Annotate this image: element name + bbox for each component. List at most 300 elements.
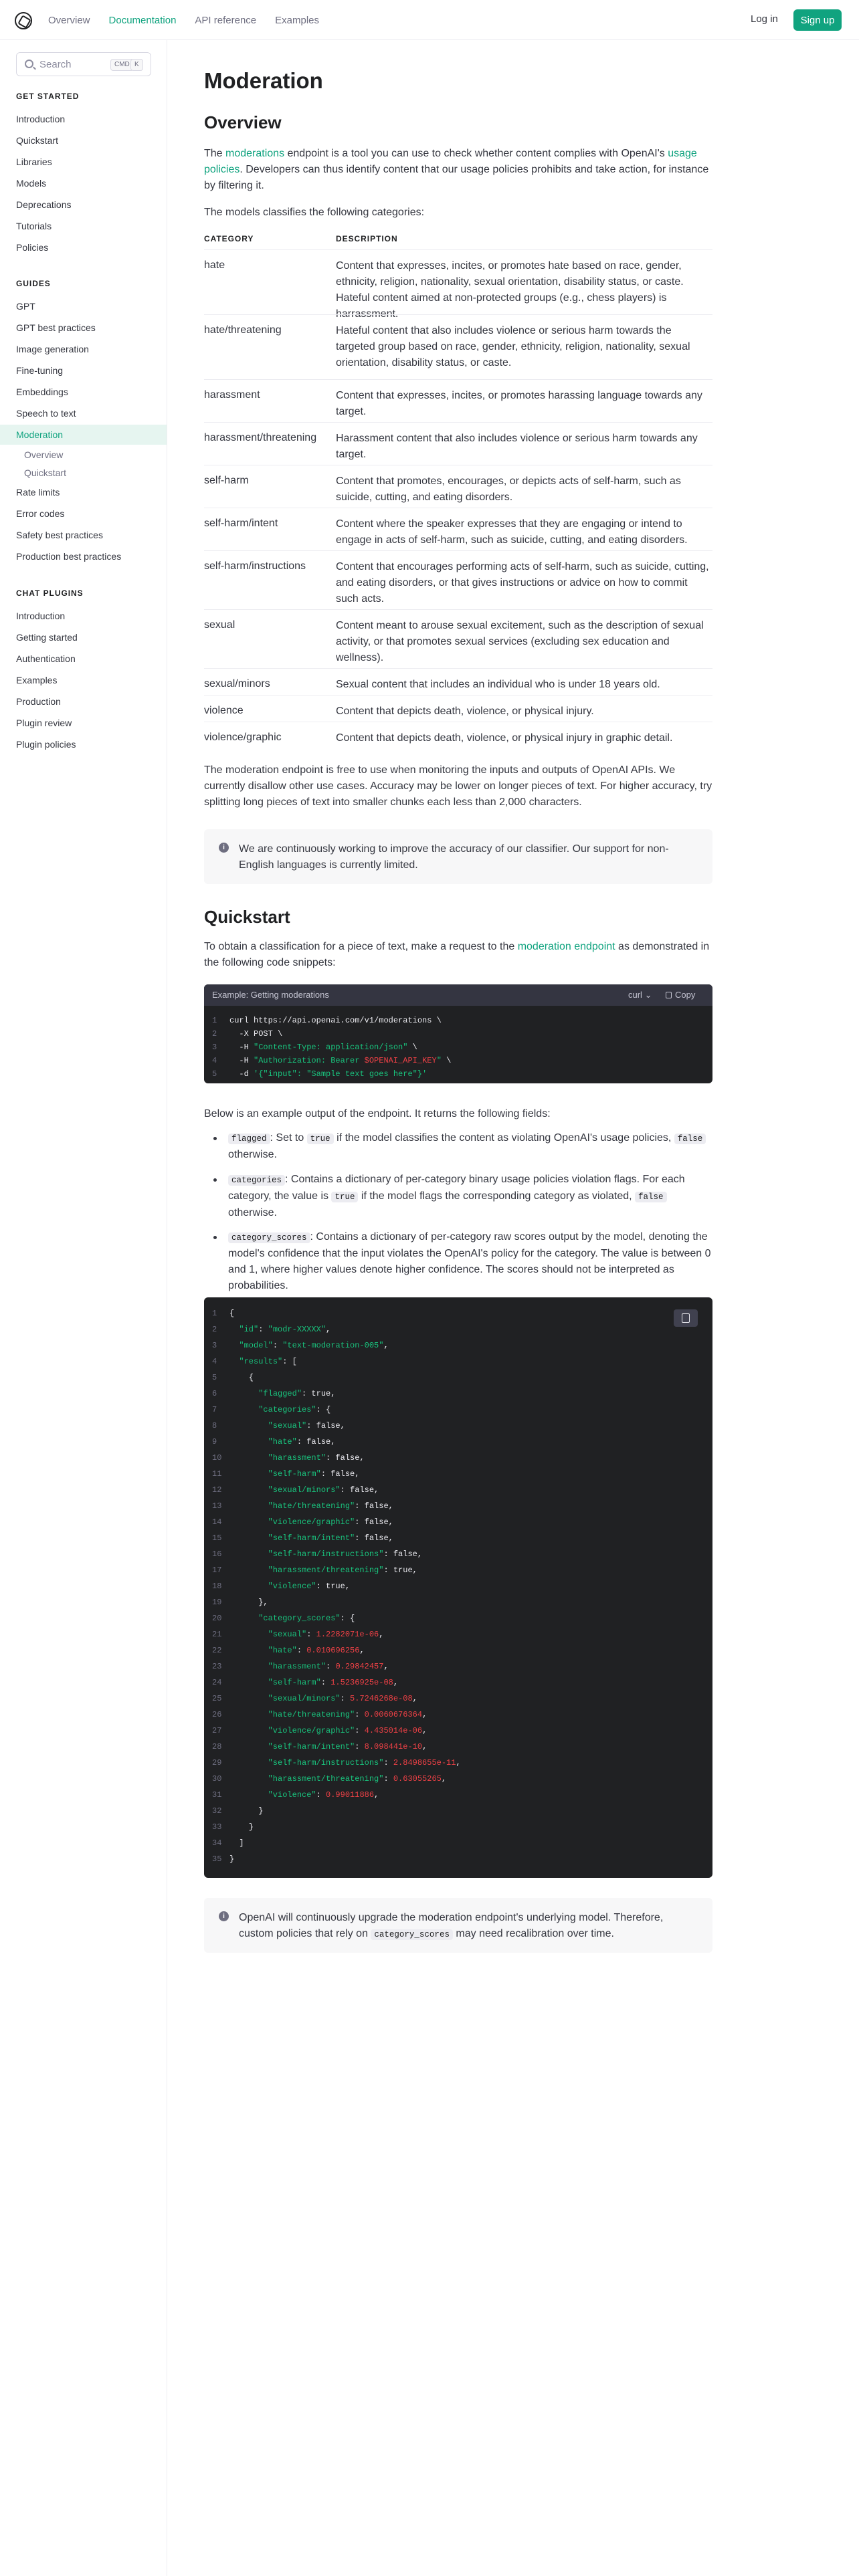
code-token: }, <box>229 1598 268 1607</box>
code-token: "violence/graphic" <box>268 1517 355 1527</box>
code-token: "harassment" <box>268 1453 326 1463</box>
code-token: : <box>258 1325 268 1334</box>
overview-heading: Overview <box>204 112 282 132</box>
code-token: -X POST \ <box>229 1029 283 1039</box>
callout-text <box>239 1910 700 1943</box>
line-number: 1 <box>212 1309 217 1318</box>
code-token: "violence" <box>268 1790 316 1800</box>
login-link[interactable]: Log in <box>751 13 778 25</box>
line-code <box>229 1515 393 1529</box>
table-row <box>204 422 712 465</box>
code-token <box>229 1325 239 1334</box>
code-token <box>229 1662 268 1671</box>
code-token: "self-harm" <box>268 1678 321 1687</box>
sidebar-item-deprecations[interactable]: Deprecations <box>16 199 72 210</box>
code-token: "harassment/threatening" <box>268 1566 384 1575</box>
code-token: : <box>383 1774 393 1784</box>
code-token <box>229 1774 268 1784</box>
category-name: harassment/threatening <box>204 432 317 443</box>
line-number: 30 <box>212 1774 222 1784</box>
code-token <box>229 1790 268 1800</box>
table-row <box>204 379 712 422</box>
code-token <box>229 1694 268 1703</box>
code-token: , <box>422 1726 427 1735</box>
code-token: "self-harm/instructions" <box>268 1549 384 1559</box>
code-token: "id" <box>239 1325 259 1334</box>
bullet-dot <box>213 1137 217 1140</box>
line-number: 33 <box>212 1822 222 1832</box>
table-header-description: DESCRIPTION <box>336 234 398 243</box>
code-token: : <box>355 1710 365 1719</box>
line-number: 29 <box>212 1758 222 1767</box>
line-code <box>229 1371 254 1384</box>
code-token <box>229 1453 268 1463</box>
code-token: 5.7246268e-08 <box>350 1694 413 1703</box>
quickstart-intro <box>204 939 712 971</box>
code-token: "self-harm/intent" <box>268 1533 355 1543</box>
code-token: "harassment/threatening" <box>268 1774 384 1784</box>
table-row <box>204 465 712 508</box>
category-name: self-harm <box>204 475 249 486</box>
category-description: Hateful content that also includes violence or serious harm towards the targeted group based on race, gender, ethnicity, religion, nationality, sexual orientation, disability status, or caste. <box>336 325 690 368</box>
category-description: Content where the speaker expresses that they are engaging or intend to engage in acts of self-harm, such as suicide, cutting, and eating disorders. <box>336 518 688 546</box>
callout-text: We are continuously working to improve the accuracy of our classifier. Our support for non-English languages is currently limited. <box>239 843 669 871</box>
language-label: curl <box>628 990 642 1000</box>
callout-text-1: OpenAI will continuously upgrade the moderation endpoint's underlying model. Therefore, custom policies that rely on <box>239 1912 664 1939</box>
line-code <box>229 1596 268 1609</box>
inline-code: categories <box>228 1175 285 1186</box>
line-code <box>229 1499 393 1513</box>
code-token: : { <box>340 1614 355 1623</box>
inline-code: category_scores <box>228 1232 310 1243</box>
code-token: : <box>355 1742 365 1751</box>
code-token: "category_scores" <box>258 1614 341 1623</box>
line-number: 16 <box>212 1549 222 1559</box>
inline-code: false <box>635 1192 667 1202</box>
code-token: : true, <box>383 1566 417 1575</box>
line-number: 11 <box>212 1469 222 1479</box>
code-token <box>229 1758 268 1767</box>
free-use-paragraph: The moderation endpoint is free to use when monitoring the inputs and outputs of OpenAI APIs. We currently disallow other use cases. Accuracy may be lower on longer pieces of text. For higher accuracy, try splitting long pieces of text into smaller chunks each less than 2,000 characters. <box>204 764 712 808</box>
top-nav-links <box>48 0 338 40</box>
line-number: 22 <box>212 1646 222 1655</box>
code-token: : false, <box>355 1501 393 1511</box>
category-description: Content that promotes, encourages, or depicts acts of self-harm, such as suicide, cutting, and eating disorders. <box>336 475 681 503</box>
code-token <box>229 1566 268 1575</box>
nav-link-overview[interactable]: Overview <box>48 14 90 26</box>
sidebar-item-tutorials[interactable]: Tutorials <box>16 221 52 231</box>
line-number: 34 <box>212 1838 222 1848</box>
code-token: : <box>320 1678 331 1687</box>
code-token: , <box>379 1630 384 1639</box>
sidebar-item-moderation[interactable]: Moderation <box>0 425 167 445</box>
code-token: 1.5236925e-08 <box>330 1678 393 1687</box>
category-description: Harassment content that also includes violence or serious harm towards any target. <box>336 433 698 460</box>
code-token <box>229 1646 268 1655</box>
sidebar <box>0 40 167 2576</box>
line-number: 9 <box>212 1437 217 1446</box>
code-token: : <box>383 1758 393 1767</box>
code-token: 0.99011886 <box>326 1790 375 1800</box>
code-token <box>229 1357 239 1366</box>
category-name: self-harm/intent <box>204 518 278 529</box>
code-token: " <box>436 1056 442 1065</box>
code-token: , <box>412 1694 417 1703</box>
code-example-output <box>204 1297 712 1878</box>
line-code <box>229 1724 427 1737</box>
line-code <box>229 1027 282 1041</box>
line-code <box>229 1628 383 1641</box>
line-code <box>229 1387 335 1400</box>
line-code <box>229 1451 365 1465</box>
code-token <box>229 1678 268 1687</box>
code-token: "hate" <box>268 1646 297 1655</box>
line-code <box>229 1612 355 1625</box>
nav-link-api-reference[interactable]: API reference <box>195 14 257 26</box>
category-name: harassment <box>204 389 260 401</box>
code-token: 0.63055265 <box>393 1774 442 1784</box>
copy-code-button[interactable] <box>674 1309 698 1327</box>
info-callout <box>204 829 712 884</box>
line-code <box>229 1708 427 1721</box>
table-header-category: CATEGORY <box>204 234 254 243</box>
sidebar-item-introduction[interactable]: Introduction <box>16 114 66 124</box>
sidebar-item-gpt-best-practices[interactable]: GPT best practices <box>16 322 96 333</box>
sidebar-section-get-started: GET STARTED <box>16 92 80 101</box>
chevron-down-icon: ⌄ <box>644 990 652 1000</box>
line-number: 4 <box>212 1357 217 1366</box>
code-example-getting-moderations <box>204 984 712 1083</box>
sidebar-item-production[interactable]: Production <box>16 696 61 707</box>
code-token: : <box>355 1726 365 1735</box>
intro-paragraph <box>204 146 712 194</box>
table-row <box>204 609 712 668</box>
code-token: "self-harm" <box>268 1469 321 1479</box>
category-description: Content that encourages performing acts of self-harm, such as suicide, cutting, and eating disorders, or that gives instructions or advice on how to commit such acts. <box>336 561 709 605</box>
field-text: if the model flags the corresponding category as violated, <box>358 1190 636 1202</box>
search-icon <box>25 60 33 68</box>
code-token <box>229 1341 239 1350</box>
code-token: '{"input": "Sample text goes here"}' <box>254 1069 427 1079</box>
line-number: 21 <box>212 1630 222 1639</box>
line-code <box>229 1836 244 1850</box>
code-title: Example: Getting moderations <box>212 990 329 1000</box>
category-name: hate/threatening <box>204 324 282 336</box>
line-number: 8 <box>212 1421 217 1430</box>
category-description: Content that depicts death, violence, or physical injury in graphic detail. <box>336 732 673 744</box>
category-name: violence <box>204 705 244 716</box>
code-token: curl https://api.openai.com/v1/moderations \ <box>229 1016 442 1025</box>
line-code <box>229 1820 254 1834</box>
code-token <box>229 1582 268 1591</box>
code-token: : true, <box>316 1582 351 1591</box>
sidebar-item-safety-best-practices[interactable]: Safety best practices <box>16 530 103 540</box>
code-token <box>229 1517 268 1527</box>
sidebar-section-guides: GUIDES <box>16 279 51 288</box>
line-number: 3 <box>212 1043 217 1052</box>
code-header <box>204 984 712 1006</box>
code-token: : false, <box>296 1437 336 1446</box>
line-code <box>229 1403 330 1416</box>
code-token: : false, <box>326 1453 365 1463</box>
code-token <box>229 1549 268 1559</box>
sidebar-item-libraries[interactable]: Libraries <box>16 156 52 167</box>
code-token: "hate/threatening" <box>268 1501 355 1511</box>
category-name: violence/graphic <box>204 732 282 743</box>
openai-logo-icon[interactable] <box>15 12 32 29</box>
inline-code: true <box>307 1134 334 1144</box>
sidebar-item-fine-tuning[interactable]: Fine-tuning <box>16 365 64 376</box>
categories-intro: The models classifies the following categories: <box>204 207 425 218</box>
code-token: , <box>359 1646 365 1655</box>
code-token <box>229 1630 268 1639</box>
code-token: , <box>393 1678 399 1687</box>
code-token: , <box>383 1662 389 1671</box>
line-number: 23 <box>212 1662 222 1671</box>
copy-label: Copy <box>675 990 696 1000</box>
code-token: "sexual/minors" <box>268 1485 341 1495</box>
sidebar-subitem-quickstart[interactable]: Quickstart <box>24 467 67 478</box>
field-text: : Contains a dictionary of per-category binary usage policies violation flags. For each category, the value is <box>228 1174 685 1202</box>
line-number: 35 <box>212 1854 222 1864</box>
sidebar-item-policies[interactable]: Policies <box>16 242 49 253</box>
page-title: Moderation <box>204 68 323 93</box>
table-row <box>204 314 712 379</box>
line-code <box>229 1419 345 1432</box>
code-token: , <box>422 1710 427 1719</box>
line-code <box>229 1644 365 1657</box>
code-token: "categories" <box>258 1405 316 1414</box>
code-token: : false, <box>306 1421 345 1430</box>
line-code <box>229 1547 422 1561</box>
code-token: "flagged" <box>258 1389 302 1398</box>
code-token: 8.098441e-10 <box>364 1742 423 1751</box>
line-code <box>229 1852 234 1866</box>
table-row <box>204 695 712 722</box>
sidebar-item-models[interactable]: Models <box>16 178 47 189</box>
line-number: 13 <box>212 1501 222 1511</box>
language-select[interactable] <box>628 990 652 1000</box>
code-token: "violence" <box>268 1582 316 1591</box>
line-number: 12 <box>212 1485 222 1495</box>
category-description: Sexual content that includes an individual who is under 18 years old. <box>336 679 660 690</box>
line-number: 6 <box>212 1389 217 1398</box>
code-token: : <box>296 1646 307 1655</box>
code-token: "hate/threatening" <box>268 1710 355 1719</box>
bullet-dot <box>213 1178 217 1182</box>
intro-text-1: The <box>204 148 226 159</box>
code-token: : true, <box>302 1389 336 1398</box>
code-token <box>229 1485 268 1495</box>
sidebar-item-quickstart[interactable]: Quickstart <box>16 135 59 146</box>
code-token <box>229 1533 268 1543</box>
nav-link-examples[interactable]: Examples <box>275 14 319 26</box>
field-text: : Contains a dictionary of per-category raw scores output by the model, denoting the model's confidence that the input violates the OpenAI's policy for the category. The value is between 0 and 1, where higher values denote higher confidence. The scores should not be interpreted as probabilities. <box>228 1231 711 1291</box>
output-intro: Below is an example output of the endpoint. It returns the following fields: <box>204 1108 551 1119</box>
line-number: 26 <box>212 1710 222 1719</box>
info-icon: i <box>219 1911 229 1921</box>
line-code <box>229 1483 379 1497</box>
line-number: 28 <box>212 1742 222 1751</box>
line-code <box>229 1467 359 1481</box>
signup-button[interactable]: Sign up <box>793 9 842 31</box>
code-token: 1.2282071e-06 <box>316 1630 379 1639</box>
sidebar-subitem-overview[interactable]: Overview <box>24 449 64 460</box>
quickstart-heading: Quickstart <box>204 907 290 927</box>
search-placeholder: Search <box>39 59 72 70</box>
line-number: 17 <box>212 1566 222 1575</box>
line-number: 14 <box>212 1517 222 1527</box>
sidebar-item-plugins-examples[interactable]: Examples <box>16 675 58 685</box>
category-name: sexual/minors <box>204 678 270 689</box>
nav-link-documentation[interactable]: Documentation <box>108 14 177 26</box>
line-number: 31 <box>212 1790 222 1800</box>
sidebar-item-production-best-practices[interactable]: Production best practices <box>16 551 122 562</box>
code-token: : <box>306 1630 316 1639</box>
line-code <box>229 1740 427 1753</box>
field-description <box>228 1172 712 1221</box>
code-token: "sexual" <box>268 1630 307 1639</box>
code-token: , <box>383 1341 389 1350</box>
code-token <box>229 1710 268 1719</box>
table-row <box>204 508 712 550</box>
code-token: : <box>272 1341 283 1350</box>
code-token: : <box>340 1694 351 1703</box>
category-name: sexual <box>204 619 235 631</box>
code-token: "model" <box>239 1341 273 1350</box>
code-token: ] <box>229 1838 244 1848</box>
code-token <box>229 1437 268 1446</box>
code-token: "self-harm/instructions" <box>268 1758 384 1767</box>
usage-policies-link[interactable]: usage policies <box>204 148 697 175</box>
code-token: -H <box>229 1043 254 1052</box>
field-text: : Set to <box>270 1132 307 1144</box>
field-text: if the model classifies the content as violating OpenAI's usage policies, <box>333 1132 674 1144</box>
line-number: 18 <box>212 1582 222 1591</box>
code-token: : false, <box>355 1517 393 1527</box>
code-token: \ <box>441 1056 452 1065</box>
sidebar-item-plugins-introduction[interactable]: Introduction <box>16 611 66 621</box>
code-token: -H <box>229 1056 254 1065</box>
code-token: : [ <box>282 1357 297 1366</box>
code-token: \ <box>407 1043 417 1052</box>
code-token <box>229 1421 268 1430</box>
code-token <box>229 1742 268 1751</box>
line-code <box>229 1054 451 1067</box>
line-number: 15 <box>212 1533 222 1543</box>
line-number: 3 <box>212 1341 217 1350</box>
code-token: "Content-Type: application/json" <box>254 1043 408 1052</box>
line-code <box>229 1804 263 1818</box>
code-token: { <box>229 1373 254 1382</box>
code-token: , <box>326 1325 331 1334</box>
sidebar-item-plugin-policies[interactable]: Plugin policies <box>16 739 76 750</box>
code-token: "violence/graphic" <box>268 1726 355 1735</box>
moderations-link[interactable]: moderations <box>225 148 285 159</box>
code-token: -d <box>229 1069 254 1079</box>
code-token <box>229 1469 268 1479</box>
code-token <box>229 1405 258 1414</box>
sidebar-item-gpt[interactable]: GPT <box>16 301 35 312</box>
sidebar-item-authentication[interactable]: Authentication <box>16 653 76 664</box>
code-token: "sexual" <box>268 1421 307 1430</box>
category-description: Content that expresses, incites, or promotes harassing language towards any target. <box>336 390 702 417</box>
sidebar-item-plugin-review[interactable]: Plugin review <box>16 718 72 728</box>
table-row <box>204 722 712 748</box>
line-code <box>229 1531 393 1545</box>
code-token: , <box>441 1774 447 1784</box>
line-code <box>229 1323 330 1336</box>
code-token: "sexual/minors" <box>268 1694 341 1703</box>
code-token: "Authorization: Bearer <box>254 1056 365 1065</box>
sidebar-item-error-codes[interactable]: Error codes <box>16 508 65 519</box>
sidebar-item-getting-started[interactable]: Getting started <box>16 632 78 643</box>
copy-button[interactable] <box>666 990 695 1000</box>
code-token: { <box>229 1309 235 1318</box>
quickstart-text-1: To obtain a classification for a piece of text, make a request to the <box>204 941 518 952</box>
code-token: : <box>316 1790 326 1800</box>
inline-code: flagged <box>228 1134 270 1144</box>
line-code <box>229 1660 389 1673</box>
line-code <box>229 1692 417 1705</box>
quickstart-text-2: as demonstrated in the following code snippets: <box>204 941 710 968</box>
line-number: 24 <box>212 1678 222 1687</box>
moderation-endpoint-link[interactable]: moderation endpoint <box>517 941 615 952</box>
code-token: : { <box>316 1405 331 1414</box>
search-input[interactable] <box>16 52 151 76</box>
code-token: "modr-XXXXX" <box>268 1325 326 1334</box>
sidebar-item-rate-limits[interactable]: Rate limits <box>16 487 60 498</box>
sidebar-item-image-generation[interactable]: Image generation <box>16 344 89 354</box>
sidebar-item-speech-to-text[interactable]: Speech to text <box>16 408 76 419</box>
kbd-cmd: CMD <box>110 59 134 71</box>
code-token: 0.29842457 <box>335 1662 384 1671</box>
line-number: 10 <box>212 1453 222 1463</box>
line-code <box>229 1067 427 1081</box>
code-token: } <box>229 1822 254 1832</box>
code-token <box>229 1726 268 1735</box>
inline-code: category_scores <box>371 1929 453 1940</box>
line-code <box>229 1564 417 1577</box>
field-text: otherwise. <box>228 1149 277 1160</box>
line-code <box>229 1307 234 1320</box>
table-row <box>204 550 712 609</box>
code-token: "self-harm/intent" <box>268 1742 355 1751</box>
code-token: 4.435014e-06 <box>364 1726 423 1735</box>
code-token: , <box>422 1742 427 1751</box>
line-number: 2 <box>212 1029 217 1039</box>
sidebar-section-chat-plugins: CHAT PLUGINS <box>16 588 84 598</box>
line-number: 25 <box>212 1694 222 1703</box>
line-code <box>229 1355 297 1368</box>
code-token: "hate" <box>268 1437 297 1446</box>
line-code <box>229 1041 417 1054</box>
category-description: Content meant to arouse sexual excitement, such as the description of sexual activity, or that promotes sexual services (excluding sex education and wellness). <box>336 620 704 663</box>
callout-text-2: may need recalibration over time. <box>452 1928 614 1939</box>
line-number: 7 <box>212 1405 217 1414</box>
code-token: 0.0060676364 <box>364 1710 423 1719</box>
sidebar-item-embeddings[interactable]: Embeddings <box>16 387 68 397</box>
code-token: $OPENAI_API_KEY <box>364 1056 437 1065</box>
line-code <box>229 1339 389 1352</box>
code-token: , <box>456 1758 461 1767</box>
category-description: Content that expresses, incites, or promotes hate based on race, gender, ethnicity, religion, nationality, sexual orientation, disability status, or caste. Hateful content aimed at non-protected groups (e.g., chess players) is harrassment. <box>336 260 684 320</box>
line-code <box>229 1014 442 1027</box>
code-token: : false, <box>320 1469 360 1479</box>
code-token: "harassment" <box>268 1662 326 1671</box>
code-token: 2.8498655e-11 <box>393 1758 456 1767</box>
category-description: Content that depicts death, violence, or physical injury. <box>336 706 594 717</box>
